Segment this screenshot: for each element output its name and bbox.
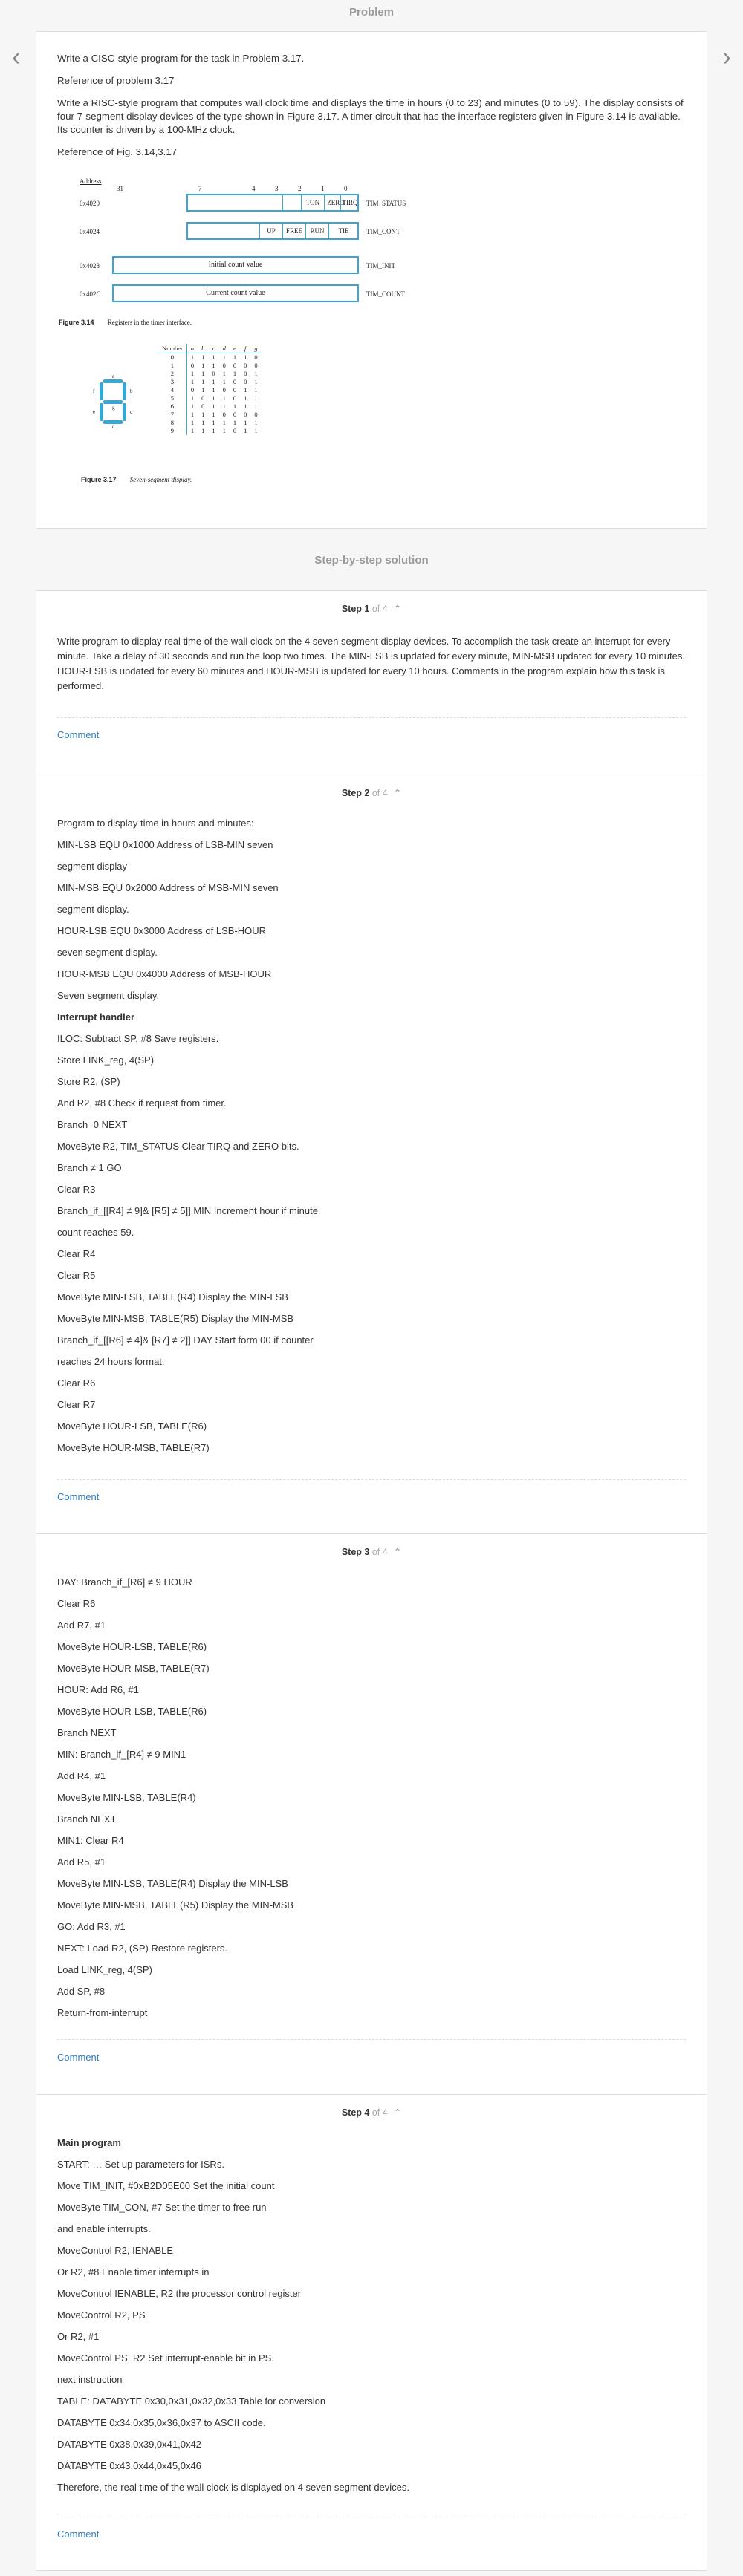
table-cell: 1: [254, 427, 258, 434]
bit-label: 4: [252, 185, 256, 192]
bit-cell: TON: [301, 195, 324, 210]
table-row: [158, 353, 262, 362]
code-line: MoveByte MIN-MSB, TABLE(R5) Display the MIN-MSB: [57, 1313, 294, 1324]
table-cell: 1: [190, 411, 195, 418]
step-header[interactable]: Step 4 of 4 ⌃: [341, 2107, 402, 2118]
code-line: Branch NEXT: [57, 1727, 117, 1738]
table-cell: 5: [158, 394, 186, 402]
table-cell: 1: [190, 419, 195, 426]
table-cell: 1: [244, 386, 247, 394]
table-cell: 1: [212, 362, 215, 369]
table-header: e: [230, 344, 240, 353]
code-line: MoveByte R2, TIM_STATUS Clear TIRQ and ZERO bits.: [57, 1141, 299, 1152]
table-cell: 1: [254, 386, 258, 394]
register-text: Initial count value: [208, 261, 263, 269]
code-line: Or R2, #1: [57, 2331, 100, 2342]
code-line: Therefore, the real time of the wall clock is displayed on 4 seven segment devices.: [57, 2482, 410, 2493]
table-header: b: [198, 344, 208, 353]
step-header[interactable]: Step 2 of 4 ⌃: [341, 788, 402, 798]
code-line: MoveByte HOUR-MSB, TABLE(R7): [57, 1663, 210, 1674]
code-line: MoveControl R2, PS: [57, 2309, 146, 2321]
register-address: 0x4024: [80, 228, 100, 235]
comment-link[interactable]: Comment: [57, 2528, 100, 2540]
table-row: [158, 394, 262, 402]
table-cell: 1: [190, 394, 195, 402]
address-header: Address: [80, 177, 102, 185]
table-cell: 1: [233, 353, 237, 361]
table-row: [158, 386, 262, 394]
table-cell: 1: [244, 402, 247, 410]
table-cell: 1: [254, 370, 258, 377]
bit-label: 0: [344, 185, 348, 192]
table-cell: 3: [158, 378, 186, 386]
table-cell: 0: [244, 378, 247, 385]
code-line: MoveByte HOUR-MSB, TABLE(R7): [57, 1442, 210, 1453]
code-line: MoveByte TIM_CON, #7 Set the timer to free run: [57, 2202, 267, 2213]
table-header: a: [186, 344, 198, 353]
table-cell: 1: [190, 402, 195, 410]
table-cell: 1: [222, 378, 226, 385]
segment-letter: e: [93, 409, 96, 415]
question-line: Reference of Fig. 3.14,3.17: [57, 146, 178, 157]
register-tim-status: [186, 194, 359, 212]
table-cell: 1: [201, 353, 205, 361]
table-cell: 0: [190, 362, 195, 369]
table-cell: 1: [212, 353, 215, 361]
code-line: MoveByte MIN-LSB, TABLE(R4) Display the MIN-LSB: [57, 1878, 288, 1889]
register-address: 0x4028: [80, 262, 100, 270]
table-cell: 1: [201, 411, 205, 418]
table-row: [158, 411, 262, 419]
table-cell: 0: [233, 386, 237, 394]
table-cell: 0: [254, 362, 258, 369]
code-line: MIN-LSB EQU 0x1000 Address of LSB-MIN seven: [57, 839, 273, 850]
table-header: f: [240, 344, 250, 353]
code-line: Branch ≠ 1 GO: [57, 1162, 122, 1173]
table-cell: 0: [244, 370, 247, 377]
bit-cell: TIE: [328, 224, 358, 238]
table-cell: 1: [212, 402, 215, 410]
code-line: Add R4, #1: [57, 1770, 106, 1781]
table-header: d: [219, 344, 230, 353]
table-cell: 0: [158, 353, 186, 362]
step-card: [36, 1533, 707, 2096]
code-line: segment display: [57, 861, 127, 872]
table-row: [158, 370, 262, 378]
code-line: MoveByte HOUR-LSB, TABLE(R6): [57, 1421, 207, 1432]
table-cell: 1: [201, 386, 205, 394]
code-line: MoveByte MIN-LSB, TABLE(R4): [57, 1792, 196, 1803]
table-cell: 1: [222, 394, 226, 402]
code-line: MoveByte MIN-LSB, TABLE(R4) Display the MIN-LSB: [57, 1291, 288, 1302]
code-line: TABLE: DATABYTE 0x30,0x31,0x32,0x33 Table for conversion: [57, 2396, 326, 2407]
table-cell: 0: [190, 386, 195, 394]
code-line: segment display.: [57, 904, 129, 915]
bit-label: 3: [275, 185, 279, 192]
register-tim-init: [112, 256, 359, 274]
table-cell: 1: [212, 378, 215, 385]
code-line: Program to display time in hours and minutes:: [57, 818, 254, 829]
segment-letter: c: [130, 409, 133, 415]
code-line: Branch NEXT: [57, 1813, 117, 1825]
register-address: 0x402C: [80, 290, 101, 298]
table-cell: 7: [158, 411, 186, 419]
step-card: [36, 590, 707, 776]
chevron-up-icon[interactable]: ⌃: [393, 788, 402, 798]
table-cell: 9: [158, 427, 186, 435]
figure-3-17: [81, 344, 304, 492]
step-code: [57, 2132, 686, 2498]
table-cell: 0: [233, 427, 237, 434]
code-line: START: … Set up parameters for ISRs.: [57, 2159, 224, 2170]
table-cell: 1: [212, 386, 215, 394]
problem-title: Problem: [348, 6, 394, 19]
code-line: Branch_if_[[R4] ≠ 9]& [R5] ≠ 5]] MIN Increment hour if minute: [57, 1205, 318, 1216]
table-cell: 4: [158, 386, 186, 394]
code-line: Clear R7: [57, 1399, 96, 1410]
code-line: Move TIM_INIT, #0xB2D05E00 Set the initial count: [57, 2180, 275, 2191]
step-card: [36, 775, 707, 1535]
table-cell: 1: [233, 402, 237, 410]
code-line: Add SP, #8: [57, 1986, 106, 1997]
table-cell: 1: [201, 362, 205, 369]
table-cell: 1: [233, 370, 237, 377]
bit-cell: ZERO: [324, 195, 347, 210]
bit-cell: RUN: [305, 224, 328, 238]
table-row: [158, 402, 262, 411]
code-line: seven segment display.: [57, 947, 158, 958]
code-line: Or R2, #8 Enable timer interrupts in: [57, 2266, 210, 2277]
segment-letter: b: [130, 388, 133, 394]
table-cell: 0: [254, 411, 258, 418]
code-line: Main program: [57, 2137, 121, 2148]
segment-letter: a: [112, 375, 115, 379]
code-line: HOUR: Add R6, #1: [57, 1684, 139, 1695]
register-tim-count: [112, 284, 359, 302]
step-text: Write program to display real time of the wall clock on the 4 seven segment display devices. To accomplish the task create an interrupt for every minute. Take a delay of 30 seconds and run the loop two times. The MIN-LSB is updated for every minute, MIN-MSB updated for every 10 minutes, HOUR-LSB is updated for every 60 minutes and HOUR-MSB is updated for every 10 hours. Comments in the program explain how this task is performed.: [57, 636, 685, 691]
code-line: MoveByte MIN-MSB, TABLE(R5) Display the MIN-MSB: [57, 1900, 294, 1911]
figure-3-14: [59, 177, 415, 363]
comment-link[interactable]: Comment: [57, 1491, 100, 1502]
code-line: MoveByte HOUR-LSB, TABLE(R6): [57, 1641, 207, 1652]
code-line: ILOC: Subtract SP, #8 Save registers.: [57, 1033, 219, 1044]
table-cell: 1: [212, 419, 215, 426]
table-cell: 0: [233, 362, 237, 369]
code-line: next instruction: [57, 2374, 123, 2385]
code-line: MoveByte HOUR-LSB, TABLE(R6): [57, 1706, 207, 1717]
code-line: DAY: Branch_if_[R6] ≠ 9 HOUR: [57, 1576, 192, 1588]
question-line: Write a CISC-style program for the task in Problem 3.17.: [57, 53, 305, 64]
comment-link[interactable]: Comment: [57, 729, 100, 740]
register-name: TIM_CONT: [366, 228, 400, 235]
table-cell: 1: [222, 353, 226, 361]
code-line: Clear R6: [57, 1377, 96, 1389]
table-cell: 0: [222, 386, 226, 394]
table-cell: 0: [233, 378, 237, 385]
code-line: Branch=0 NEXT: [57, 1119, 128, 1130]
table-cell: 0: [254, 353, 258, 361]
comment-link[interactable]: Comment: [57, 2052, 100, 2063]
register-address: 0x4020: [80, 200, 100, 207]
table-cell: 1: [212, 427, 215, 434]
register-name: TIM_INIT: [366, 262, 395, 270]
table-cell: 8: [158, 419, 186, 427]
table-cell: 1: [158, 362, 186, 370]
code-line: MoveControl IENABLE, R2 the processor control register: [57, 2288, 302, 2299]
code-line: And R2, #8 Check if request from timer.: [57, 1098, 227, 1109]
code-line: Add R7, #1: [57, 1620, 106, 1631]
question-line: Reference of problem 3.17: [57, 75, 175, 86]
table-cell: 1: [212, 394, 215, 402]
code-line: HOUR-MSB EQU 0x4000 Address of MSB-HOUR: [57, 968, 272, 979]
figure-caption: Figure 3.17 Seven-segment display.: [81, 476, 192, 483]
table-cell: 1: [222, 402, 226, 410]
code-line: MIN1: Clear R4: [57, 1835, 124, 1846]
code-line: and enable interrupts.: [57, 2223, 151, 2234]
code-line: Add R5, #1: [57, 1856, 106, 1868]
seven-segment-table: [158, 344, 262, 435]
step-header[interactable]: Step 3 of 4 ⌃: [341, 1547, 402, 1557]
code-line: Store R2, (SP): [57, 1076, 120, 1087]
table-cell: 1: [233, 419, 237, 426]
table-cell: 1: [254, 394, 258, 402]
table-row: [158, 419, 262, 427]
table-row: [158, 427, 262, 435]
chevron-up-icon[interactable]: ⌃: [393, 1547, 402, 1557]
code-line: Return-from-interrupt: [57, 2007, 148, 2018]
code-line: Store LINK_reg, 4(SP): [57, 1054, 155, 1066]
segment-letter: g: [112, 405, 115, 411]
table-header: g: [250, 344, 261, 353]
code-line: Clear R5: [57, 1270, 96, 1281]
table-cell: 0: [212, 370, 215, 377]
code-line: Clear R4: [57, 1248, 96, 1259]
register-name: TIM_STATUS: [366, 200, 406, 207]
divider: [57, 717, 686, 718]
step-code: [57, 1571, 686, 2024]
table-cell: 1: [212, 411, 215, 418]
table-cell: 1: [201, 427, 205, 434]
code-line: DATABYTE 0x34,0x35,0x36,0x37 to ASCII code.: [57, 2417, 266, 2428]
question-line: Write a RISC-style program that computes wall clock time and displays the time in hours (0 to 23) and minutes (0 to 59). The display consists of four 7-segment display devices of the type shown in Figure 3.17. A timer circuit that has the interface registers given in Figure 3.14 is available. Its counter is driven by a 100-MHz clock.: [57, 97, 684, 135]
code-line: MoveControl R2, IENABLE: [57, 2245, 174, 2256]
table-cell: 1: [244, 419, 247, 426]
step-card: [36, 2094, 707, 2571]
bit-label: 1: [321, 185, 325, 192]
table-header: c: [208, 344, 218, 353]
table-cell: 1: [222, 427, 226, 434]
table-cell: 1: [222, 419, 226, 426]
table-row: [158, 362, 262, 370]
register-text: Current count value: [206, 289, 265, 297]
table-cell: 0: [222, 362, 226, 369]
step-header[interactable]: Step 1 of 4 ⌃: [341, 604, 402, 614]
chevron-up-icon[interactable]: ⌃: [393, 604, 402, 614]
table-cell: 1: [190, 353, 195, 361]
table-cell: 0: [222, 411, 226, 418]
register-name: TIM_COUNT: [366, 290, 405, 298]
step-code: [57, 812, 686, 1458]
segment-letter: d: [112, 424, 115, 428]
table-header: Number: [158, 344, 186, 353]
code-line: MoveControl PS, R2 Set interrupt-enable bit in PS.: [57, 2352, 274, 2364]
code-line: Clear R6: [57, 1598, 96, 1609]
table-cell: 6: [158, 402, 186, 411]
table-cell: 1: [254, 402, 258, 410]
table-cell: 0: [233, 411, 237, 418]
table-cell: 1: [244, 427, 247, 434]
bit-cell: UP: [259, 224, 282, 238]
segment-letter: f: [93, 388, 95, 394]
divider: [57, 2039, 686, 2040]
code-line: count reaches 59.: [57, 1227, 134, 1238]
code-line: GO: Add R3, #1: [57, 1921, 126, 1932]
table-cell: 2: [158, 370, 186, 378]
divider: [57, 1479, 686, 1480]
code-line: Clear R3: [57, 1184, 96, 1195]
table-cell: 0: [201, 402, 205, 410]
seven-segment-display-icon: [91, 375, 136, 428]
register-tim-cont: [186, 222, 359, 240]
code-line: HOUR-LSB EQU 0x3000 Address of LSB-HOUR: [57, 925, 267, 936]
table-cell: 1: [201, 419, 205, 426]
bit-cell: TIRQ: [340, 195, 359, 210]
chevron-up-icon[interactable]: ⌃: [393, 2107, 402, 2118]
table-cell: 1: [190, 378, 195, 385]
question-card: [36, 31, 707, 529]
bit-label: 2: [298, 185, 302, 192]
code-line: Seven segment display.: [57, 990, 160, 1001]
table-row: [158, 378, 262, 386]
code-line: DATABYTE 0x43,0x44,0x45,0x46: [57, 2460, 201, 2471]
table-cell: 1: [190, 370, 195, 377]
table-cell: 1: [201, 378, 205, 385]
solution-title: Step-by-step solution: [314, 554, 429, 567]
code-line: MIN-MSB EQU 0x2000 Address of MSB-MIN seven: [57, 882, 279, 893]
code-line: Interrupt handler: [57, 1011, 135, 1023]
table-cell: 1: [254, 419, 258, 426]
table-cell: 0: [244, 411, 247, 418]
chevron-left-icon[interactable]: ‹: [12, 43, 21, 71]
code-line: Load LINK_reg, 4(SP): [57, 1964, 152, 1975]
table-cell: 0: [201, 394, 205, 402]
table-cell: 1: [190, 427, 195, 434]
code-line: Branch_if_[[R6] ≠ 4]& [R7] ≠ 2]] DAY Start form 00 if counter: [57, 1334, 314, 1346]
code-line: DATABYTE 0x38,0x39,0x41,0x42: [57, 2439, 201, 2450]
table-cell: 1: [222, 370, 226, 377]
table-cell: 0: [244, 362, 247, 369]
table-cell: 1: [254, 378, 258, 385]
code-line: MIN: Branch_if_[R4] ≠ 9 MIN1: [57, 1749, 186, 1760]
code-line: NEXT: Load R2, (SP) Restore registers.: [57, 1943, 228, 1954]
chevron-right-icon[interactable]: ›: [722, 43, 731, 71]
bit-label: 7: [198, 185, 202, 192]
table-cell: 1: [244, 394, 247, 402]
figure-caption: Figure 3.14 Registers in the timer interface.: [59, 319, 192, 326]
table-cell: 0: [233, 394, 237, 402]
bit-cell: FREE: [282, 224, 305, 238]
code-line: reaches 24 hours format.: [57, 1356, 165, 1367]
table-cell: 1: [244, 353, 247, 361]
bit-label: 31: [117, 185, 123, 192]
table-cell: 1: [201, 370, 205, 377]
